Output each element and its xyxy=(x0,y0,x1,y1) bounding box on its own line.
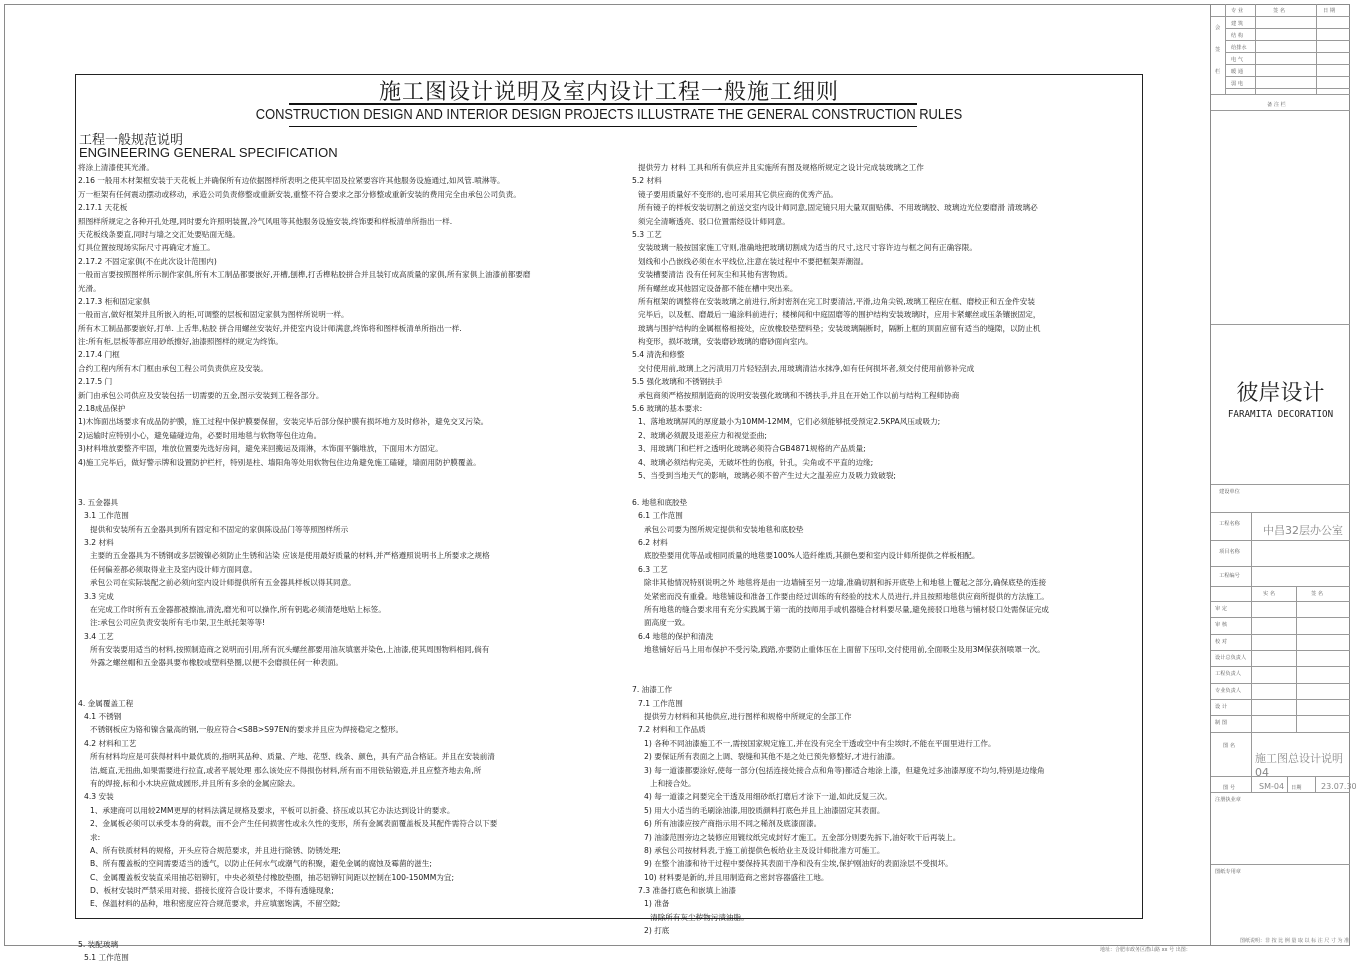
text-line: 灯具位置按现场实际尺寸再确定才施工。 xyxy=(78,243,215,253)
text-line: 6.1 工作范围 xyxy=(638,511,683,521)
title-block-rule xyxy=(1211,586,1350,587)
drawing-name-label: 图 名 xyxy=(1223,743,1236,749)
title-block-rule xyxy=(1225,88,1350,89)
text-line: E、保温材料的品种，堆积密度应符合规范要求，并应填塞饱满，不留空隙; xyxy=(90,899,341,909)
remarks-label: 备 注 栏 xyxy=(1267,102,1286,108)
countersign-label: 签 xyxy=(1215,47,1221,53)
text-line: 注:承包公司应负责安装所有毛巾架,卫生纸托架等等! xyxy=(90,618,266,628)
text-line: 处紧密而没有重叠。地毯铺设和准备工作要由经过训练的有经验的技术人员进行,并且按照地毯供应商所提供的方法施工。 xyxy=(644,591,1049,601)
text-line: 5.4 清洗和修整 xyxy=(632,350,685,360)
text-line: 7.3 准备打底色和嵌填上油漆 xyxy=(638,886,737,896)
drawing-name-value: 施工图总设计说明04 xyxy=(1255,752,1343,779)
section-heading-en: ENGINEERING GENERAL SPECIFICATION xyxy=(79,145,338,160)
text-line: 8) 承包公司按材料表,于施工前提供色板给业主及设计师批准方可施工。 xyxy=(644,845,885,855)
discipline-label: 结 构 xyxy=(1231,33,1244,39)
text-line: 2、玻璃必须靓及退差应力和视觉歪曲; xyxy=(638,430,767,440)
text-line: 5. 装配玻璃 xyxy=(78,939,119,949)
role-label: 审 核 xyxy=(1215,622,1228,629)
text-line: 光滑。 xyxy=(78,283,101,293)
title-block-rule xyxy=(1211,566,1350,567)
text-line: 2.16 一般用木材架框安装于天花板上并确保所有边依据图样所表明之使其牢固及拉紧要容许其他服务设施通过,如风管.喷淋等。 xyxy=(78,176,505,186)
text-line: 有的焊接,标和小木块应做成圆形,并且所有多余的金属应除去。 xyxy=(90,778,300,788)
text-line: 5、当受到当地天气的影响，玻璃必须不曾产生过大之温差应力及吸力致破裂; xyxy=(638,470,896,480)
main-content-frame xyxy=(75,74,1143,963)
text-line: 主要的五金器具为不锈钢或多层镀镍必须防止生锈和沾染 应该是使用最好质量的材料,并严格遵照说明书上所要求之规格 xyxy=(90,551,490,561)
text-line: 4) 每一道漆之间要完全干透及用细砂纸打磨后才涂下一道,如此反复三次。 xyxy=(644,792,893,802)
text-line: 6.3 工艺 xyxy=(638,564,668,574)
text-line: 4.1 不锈钢 xyxy=(84,712,122,722)
text-line: 5.1 工作范围 xyxy=(84,953,129,963)
text-line: 底胶垫要用优等品或相同质量的地毯要100%人造纤维质,其颜色要和室内设计师所提供之样板相配。 xyxy=(644,551,980,561)
title-block-divider xyxy=(1316,4,1317,94)
title-block-rule xyxy=(1211,16,1350,17)
text-line: 4.2 材料和工艺 xyxy=(84,738,137,748)
role-label: 设 计 xyxy=(1215,703,1228,710)
right-text-column xyxy=(632,161,1137,938)
text-line: 1、落地玻璃屏风的厚度最小为10MM-12MM，它们必须能够抵受预定2.5KPA风压或吸力; xyxy=(638,417,941,427)
title-block-rule xyxy=(1211,94,1350,95)
text-line: 所有木工制品都要嵌好,打单. 上舌隼,粘胶 拼合用螺丝安装好,并使室内设计师满意,终饰将和图样板清单所指出一样. xyxy=(78,323,462,333)
title-underline-2 xyxy=(289,126,917,127)
title-block-rule xyxy=(1211,792,1350,793)
title-block-rule xyxy=(1225,76,1350,77)
text-line xyxy=(78,683,608,696)
text-line: 外露之螺丝帽和五金器具要布橡胶或塑料垫圈,以便不会磨损任何一种表面。 xyxy=(90,658,344,668)
text-line: 7) 油漆范围旁边之装修应用镀纹纸完成封好才施工。五金部分则要先拆下,油好吹干后再装上。 xyxy=(644,832,961,842)
signature-header: 签 名 xyxy=(1273,8,1286,14)
text-line: 新门由承包公司供应及安装包括一切需要的五金,图示安装到工程各部分。 xyxy=(78,390,324,400)
date-label: 日期 xyxy=(1291,785,1302,791)
text-line: 万一柜架有任何震动摆动或移动，承造公司负责修整或重新安装,重整不符合要求之部分修整或重新安装的费用完全由承包公司负责。 xyxy=(78,189,521,199)
text-line: 提供劳力材料和其他供应,进行图样和规格中所规定的全部工作 xyxy=(644,712,852,722)
text-line: 地毯铺好后马上用布保护不受污染,践踏,亦要防止重体压在上面留下压印,交付使用前,全面吸尘及用3M保获剂喷罩一次。 xyxy=(644,645,1045,655)
project-name-value: 中昌32层办公室 xyxy=(1263,524,1343,537)
item-label: 项目名称 xyxy=(1219,549,1240,555)
text-line: 2.17.5 门 xyxy=(78,377,113,387)
title-block-rule xyxy=(1211,683,1350,684)
text-line: 不锈钢板应为铬和镍含量高的钢,一般应符合<S8B>S97EN的要求并且应为焊接稳定之整形。 xyxy=(90,725,404,735)
title-block-rule xyxy=(1225,64,1350,65)
title-block-divider xyxy=(1296,586,1297,732)
text-line: 3.1 工作范围 xyxy=(84,511,129,521)
text-line: 任何偏差都必须取得业主及室内设计师方面同意。 xyxy=(90,564,258,574)
discipline-label: 给排水 xyxy=(1231,45,1247,51)
title-block-divider xyxy=(1251,732,1252,792)
stamp-label: 图纸专用章 xyxy=(1215,869,1241,875)
text-line: 3. 五金器具 xyxy=(78,497,119,507)
text-line: 构变形，损坏玻璃，安装磨砂玻璃的磨砂面向室内。 xyxy=(638,337,813,347)
text-line: 提供和安装所有五金器具到所有固定和不固定的家俱陈设品门等等照图样所示 xyxy=(90,524,349,534)
text-line: 9) 在整个油漆和待干过程中要保持其表面干净和没有尘埃,保护刚油好的表面涂层不受损坏。 xyxy=(644,859,953,869)
section-heading-cn: 工程一般规范说明 xyxy=(79,133,184,148)
text-line: 2.18成品保护 xyxy=(78,404,126,414)
text-line: 承包商须严格按照制造商的说明安装强化玻璃和不锈扶手,并且在开始工作以前与结构工程师协商 xyxy=(638,390,960,400)
text-line: 一般而言要按照图样所示制作家俱,所有木工制品都要嵌好,开槽,刨榫,打舌榫粘胶拼合并且装钉成高质量的家俱,所有家俱上油漆前都要磨 xyxy=(78,270,531,280)
role-label: 工程负责人 xyxy=(1215,671,1241,678)
text-line: A、所有铁质材料的规格，开头应符合规范要求，并且进行除锈、防锈处理; xyxy=(90,845,341,855)
text-line: 洁,蜓直,无扭曲,如果需要进行拉直,或者平展处理 那么该处应不得损伤材料,所有而不用铁钻锻造,并且应整齐地去角,所 xyxy=(90,765,482,775)
project-number-label: 工程编号 xyxy=(1219,573,1240,579)
text-line: 提供劳力 材料 工具和所有供应并且实施所有图及规格所规定之设计完成装玻璃之工作 xyxy=(638,163,924,172)
text-line: 合约工程内所有木门框由承包工程公司负责供应及安装。 xyxy=(78,363,268,373)
text-line: 天花板线条要直,同时与墙之交汇处要贴面无缝。 xyxy=(78,229,240,239)
discipline-label: 暖 通 xyxy=(1231,69,1244,75)
brand-name-cn: 彼岸设计 xyxy=(1236,381,1325,406)
text-line: 3) 每一道漆都要涂好,使每一部分(包括连接处接合点和角等)都适合地涂上漆，但避免过多油漆厚度不均匀,特别是边缘角 xyxy=(644,765,1045,775)
text-line: 镜子要用质量好不变形的,也可采用其它供应商的优秀产品。 xyxy=(638,189,838,199)
text-line: 所有螺丝或其他固定设备都不能在槽中突出来。 xyxy=(638,283,798,293)
text-line: 面高度一致。 xyxy=(644,618,690,628)
title-block-rule xyxy=(1225,28,1350,29)
title-block-rule xyxy=(1211,699,1350,700)
text-line: 1) 准备 xyxy=(644,899,670,909)
title-block-rule xyxy=(1211,110,1350,111)
countersign-label: 栏 xyxy=(1215,69,1221,75)
text-line: 6.2 材料 xyxy=(638,537,668,547)
text-line: B、所有覆盖板的空间需要适当的透气，以防止任何水气或潮气的积聚，避免金属的腐蚀及霉菌的滋生; xyxy=(90,859,432,869)
role-label: 设计总负责人 xyxy=(1215,654,1247,661)
title-block-rule xyxy=(1211,484,1350,485)
title-block-rule xyxy=(1211,732,1350,733)
text-line: 1) 各种不同油漆施工不一,需按国家规定施工,并在没有完全干透或空中有尘埃时,不能在平面里进行工作。 xyxy=(644,738,996,748)
title-block-rule xyxy=(1211,776,1350,777)
document-title-en: CONSTRUCTION DESIGN AND INTERIOR DESIGN PROJECTS ILLUSTRATE THE GENERAL CONSTRUCTION RULES xyxy=(255,106,963,123)
text-line: 2) 要保证所有表面之上调、裂缝和其他不是之处已预先修整好,才进行油漆。 xyxy=(644,752,900,762)
title-block-rule xyxy=(1211,324,1350,325)
text-line: 3)材料堆放要整齐牢固，堆放位置要先选好房间，避免来回搬运及雨淋，木饰面平躺堆放，下面用木方固定。 xyxy=(78,444,443,454)
title-block-divider xyxy=(1255,4,1256,94)
discipline-header: 专 业 xyxy=(1231,8,1244,14)
text-line: 安装玻璃一般按国家施工守则,准确地把玻璃切割成为适当的尺寸,这尺寸容许边与框之间有正确容限。 xyxy=(638,243,977,253)
text-line: 2) 打底 xyxy=(644,926,670,936)
text-line: 完毕后，以及框、磨最后一遍涂料前进行；楼梯间和中庭固磨等的围护结构安装玻璃时，应用卡紧螺丝或压条镶嵌固定， xyxy=(638,310,1041,320)
text-line: 玻璃与围护结构的金属框格相接处，应放橡胶垫塑料垫；安装玻璃隔断时，隔断上框的顶面应留有适当的缝隙，以防止机 xyxy=(638,323,1041,333)
role-label: 制 图 xyxy=(1215,720,1228,727)
date-header: 日 期 xyxy=(1323,8,1336,14)
text-line xyxy=(632,656,1137,669)
text-line: 5.3 工艺 xyxy=(632,229,662,239)
title-block-rule xyxy=(1211,650,1350,651)
text-line: 所有镜子的样板安装切割之前送交室内设计师同意,固定镜只用大量双面贴佛、不用玻璃胶、玻璃边光位要磨滑 清玻璃必 xyxy=(638,203,1038,213)
text-line: 所有安装要用适当的材料,按照制造商之说明而引用,所有沉头螺丝都要用油灰填塞并染色,上油漆,使其周围物料相同,倘有 xyxy=(90,645,490,655)
text-line: 清除所有灰尘秽物污渍油脂。 xyxy=(650,912,749,922)
text-line xyxy=(78,670,608,683)
text-line xyxy=(78,469,608,482)
footer-note: 地址：合肥市政务区潜山路 xx 号 出图： xyxy=(1100,947,1191,953)
text-line: 2.17.4 门框 xyxy=(78,350,120,360)
title-block-rule xyxy=(1225,52,1350,53)
text-line: 注:所有柜,层板等都应用砂纸擦好,油漆照图样的规定为终饰。 xyxy=(78,337,283,347)
title-block-rule xyxy=(1225,40,1350,41)
text-line: 4.3 安装 xyxy=(84,792,114,802)
text-line: 照图样所规定之各种开孔处理,同时要允许照明装置,冷气风咀等其他服务设施安装,终饰要和样板清单所指出一样. xyxy=(78,216,453,226)
text-line: 3.2 材料 xyxy=(84,537,114,547)
discipline-label: 建 筑 xyxy=(1231,21,1244,27)
title-block-rule xyxy=(1211,715,1350,716)
text-line: 2、金属板必须可以承受本身的荷载，而不会产生任何损害性或永久性的变形，所有金属表面覆盖板及其配件需符合以下要 xyxy=(90,819,498,829)
title-block-divider xyxy=(1225,4,1226,94)
text-line: 所有材料均应是可获得材料中最优质的,指明其品种、质量、产地、花型、线条、颜色，具有产品合格证。并且在安装前清 xyxy=(90,752,495,762)
drawing-number-value: SM-04 xyxy=(1259,782,1285,791)
text-line: 4. 金属覆盖工程 xyxy=(78,698,134,708)
text-line xyxy=(632,670,1137,683)
text-line: 10) 材料要是新的,并且用制造商之密封容器盛往工地。 xyxy=(644,872,829,882)
text-line: 5) 用大小适当的毛刷涂油漆,用胶质颜料打底色并且上油漆固定其表面。 xyxy=(644,805,885,815)
text-line: 6.4 地毯的保护和清洗 xyxy=(638,631,714,641)
text-line xyxy=(632,482,1137,495)
text-line: 承包公司要为图所规定提供和安装地毯和底胶垫 xyxy=(644,524,804,534)
text-line: 将涂上清漆使其光滑。 xyxy=(78,163,154,172)
real-name-header: 实 名 xyxy=(1263,591,1276,597)
discipline-label: 电 气 xyxy=(1231,57,1244,63)
text-line: 7.1 工作范围 xyxy=(638,698,683,708)
text-line: 安装槽要清洁 没有任何灰尘和其他有害物质。 xyxy=(638,270,793,280)
text-line xyxy=(78,924,608,937)
text-line: C、金属覆盖板安装直采用抽芯铝铆钉，中央必须垫付橡胶垫圈，抽芯铝铆钉间距以控制在100-150MM为宜; xyxy=(90,872,455,882)
text-line: 4、玻璃必须结构完美，无破坏性的伤痕，针孔，尖角或不平直的边缘; xyxy=(638,457,874,467)
role-label: 审 定 xyxy=(1215,606,1228,612)
text-line: 所有地毯的缝合要求用有充分实践属于第一流的技师用手或机器缝合材料要尽量,避免接驳口地毯与铺材驳口处需保证完成 xyxy=(644,604,1049,614)
brand-name-en: FARAMITA DECORATION xyxy=(1227,409,1334,420)
text-line: 2.17.1 天花板 xyxy=(78,203,128,213)
title-block-divider xyxy=(1315,776,1316,792)
text-line: 4)施工完毕后，做好警示牌和设置防护栏杆，特别是柱、墙阳角等处用软物包住边角避免施工磕碰，墙面用防护膜覆盖。 xyxy=(78,457,481,467)
text-line: 6. 地毯和底胶垫 xyxy=(632,497,688,507)
title-block-rule xyxy=(1211,666,1350,667)
title-block-divider xyxy=(1287,776,1288,792)
text-line: 承包公司在实际装配之前必须向室内设计师提供所有五金器具样板以得其同意。 xyxy=(90,578,356,588)
role-label: 校 对 xyxy=(1215,638,1228,645)
footer-note-2: 图纸说明：非 按 比 例 量 取 以 标 注 尺 寸 为 准 xyxy=(1240,938,1350,944)
title-underline xyxy=(289,103,917,105)
text-line: 3.4 工艺 xyxy=(84,631,114,641)
text-line: 5.2 材料 xyxy=(632,176,662,186)
text-line: 划线和小凸嵌线必须在水平线位,注意在装过程中不要把框架弄潮湿。 xyxy=(638,256,869,266)
text-line: 2.17.3 柜和固定家俱 xyxy=(78,296,151,306)
text-line: 7.2 材料和工作品质 xyxy=(638,725,706,735)
text-line: 须完全清晰透亮、驳口位置需经设计师同意。 xyxy=(638,216,790,226)
client-label: 建设单位 xyxy=(1219,489,1240,495)
discipline-label: 弱 电 xyxy=(1231,81,1244,87)
drawing-date-value: 23.07.30 xyxy=(1321,782,1357,791)
text-line: 6) 所有油漆应按产商指示用不同之稀剂及底漆面漆。 xyxy=(644,819,822,829)
text-line xyxy=(78,911,608,924)
title-block-rule xyxy=(1211,617,1350,618)
project-label: 工程名称 xyxy=(1219,521,1240,527)
text-line: 5.5 强化玻璃和不锈钢扶手 xyxy=(632,377,723,387)
text-line: 一般而言,做好框架并且所嵌入的柜,可调整的层板和固定家俱为图样所说明一样。 xyxy=(78,310,349,320)
role-label: 专业负责人 xyxy=(1215,687,1241,694)
title-block-rule xyxy=(1211,864,1350,865)
title-block-rule xyxy=(1211,512,1350,513)
text-line: 2)运输时应特别小心，避免磕碰边角，必要时用地毯与软物等包住边角。 xyxy=(78,430,322,440)
text-line: 2.17.2 不固定家俱(不在此次设计范围内) xyxy=(78,256,217,266)
license-label: 注册执业章 xyxy=(1215,797,1241,803)
text-line: 在完成工作时所有五金器都被擦油,清洗,磨光和可以操作,所有钥匙必须清楚地贴上标签。 xyxy=(90,604,386,614)
text-line: 3、用玻璃门和栏杆之透明化玻璃必须符合GB4871规格的产品质量; xyxy=(638,444,866,454)
drawing-number-label: 图 号 xyxy=(1223,785,1236,791)
text-line xyxy=(78,482,608,495)
text-line: 交付使用前,玻璃上之污渍用刀片轻轻刮去,用玻璃清洁水抹净,如有任何损坏者,须交付使用前修补完成 xyxy=(638,363,975,373)
title-block-rule xyxy=(1211,601,1350,602)
text-line: 7. 油漆工作 xyxy=(632,685,673,695)
title-block-rule xyxy=(1211,540,1350,541)
text-line: 1、承建商可以用较2MM更厚的材料法满足规格及要求，平板可以折叠、挤压或以其它办法达到设计的要求。 xyxy=(90,805,455,815)
text-line: 所有框架的调整将在安装玻璃之前进行,所封密剂在完工时要清洁,平滑,边角尖锐,玻璃工程应在框、磨校正和五金件安装 xyxy=(638,296,1035,306)
signature-col-header: 签 名 xyxy=(1311,591,1324,597)
left-text-column xyxy=(78,161,608,964)
text-line: 5.6 玻璃的基本要求: xyxy=(632,404,703,414)
countersign-label: 会 xyxy=(1215,25,1221,31)
text-line: 上和接合处。 xyxy=(650,778,696,788)
text-line: 除非其他情况特别说明之外 地毯将是由一边墙铺至另一边墙,准确切割和拆开底垫上和地毯上覆起之部分,确保底垫的连接 xyxy=(644,578,1047,588)
title-block xyxy=(1210,4,1357,946)
text-line: 3.3 完成 xyxy=(84,591,114,601)
title-block-rule xyxy=(1211,634,1350,635)
text-line: D、板材安装时严禁采用对接、搭接长度符合设计要求，不得有透缝现象; xyxy=(90,886,334,896)
text-line: 1)木饰面出场要求有成品防护膜，施工过程中保护膜要保留，安装完毕后部分保护膜有损坏地方及时修补，避免交叉污染。 xyxy=(78,417,489,427)
text-line: 求: xyxy=(90,832,101,842)
document-title-cn: 施工图设计说明及室内设计工程一般施工细则 xyxy=(378,80,839,105)
